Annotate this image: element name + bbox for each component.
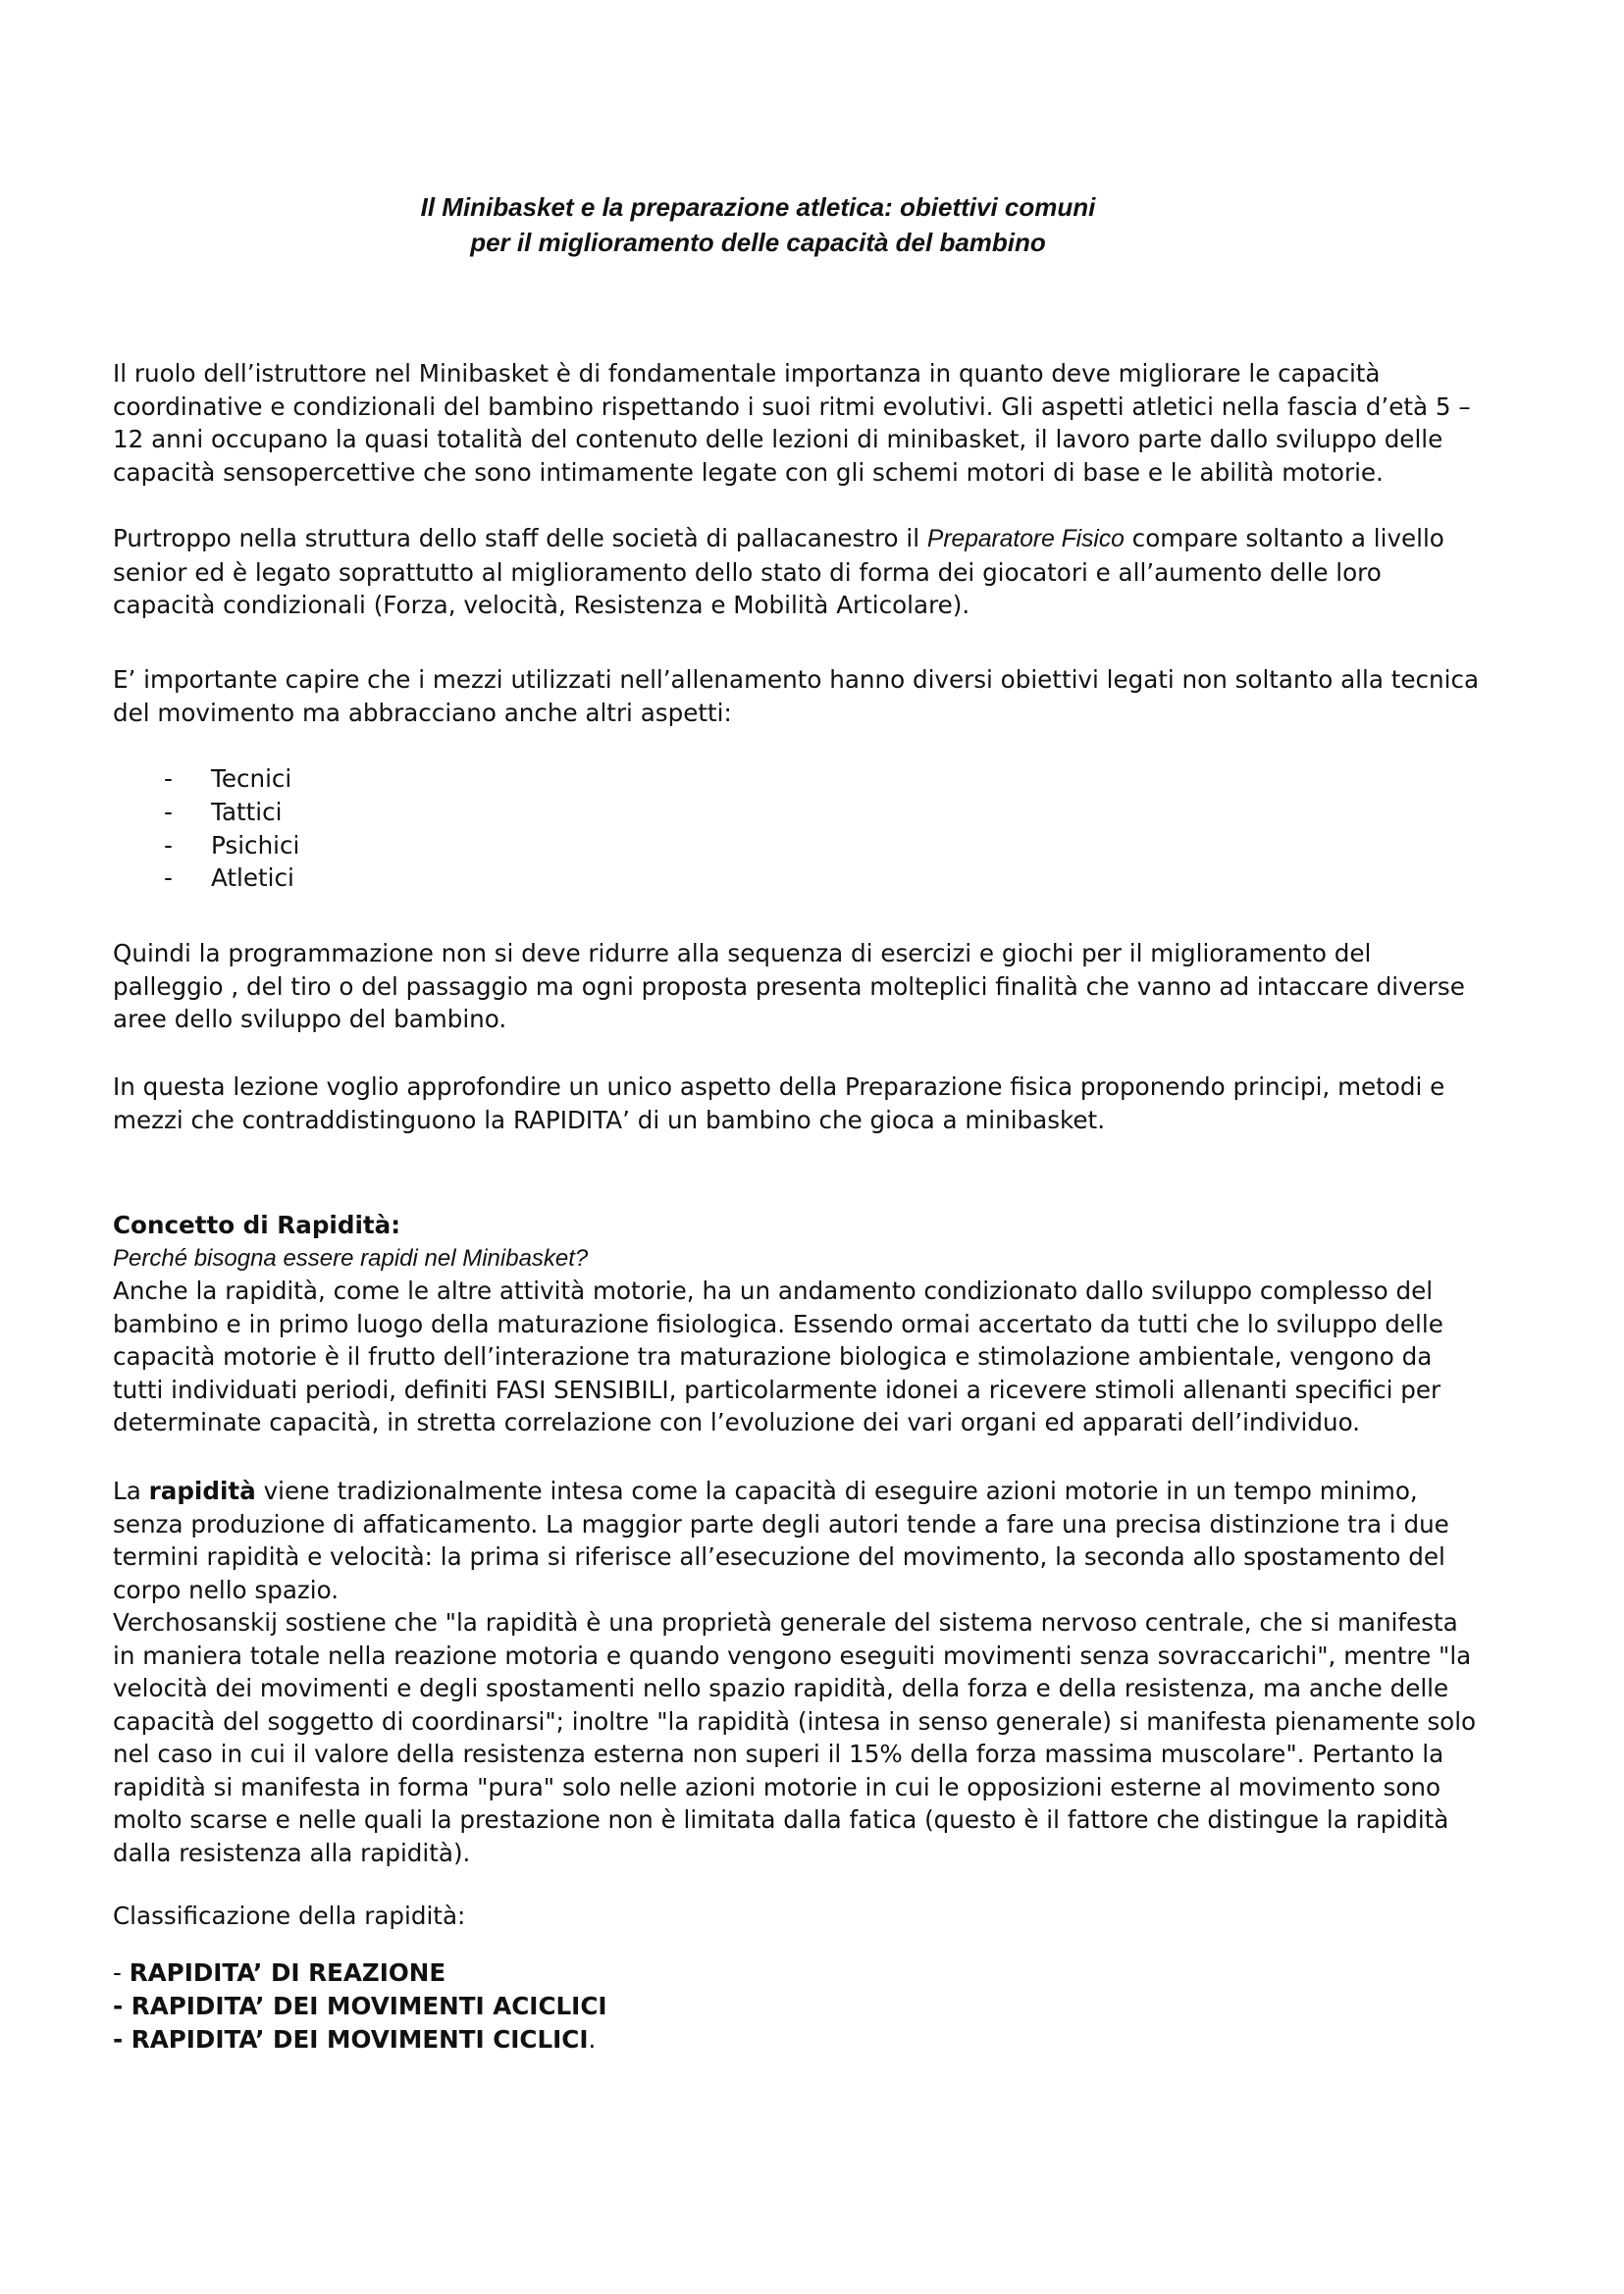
- title-line-1: Il Minibasket e la preparazione atletica: obiettivi comuni: [420, 192, 1096, 222]
- list-dash: -: [164, 797, 173, 826]
- list-dash: -: [164, 863, 173, 893]
- classification-intro: Classificazione della rapidità:: [113, 1902, 466, 1930]
- paragraph-fasi-sensibili: Anche la rapidità, come le altre attività motorie, ha un andamento condizionato dallo sviluppo complesso del bambino e in primo luogo della maturazione fisiologica. Essendo ormai accertato da tutti che lo sviluppo delle capacità motorie è il frutto dell’interazione tra maturazione biologica e stimolazione ambientale, vengono da tutti individuati periodi, definiti FASI SENSIBILI, particolarmente idonei a ricevere stimoli allenanti specifici per determinate capacità, in stretta correlazione con l’evoluzione dei vari organi ed apparati dell’individuo.: [113, 1277, 1443, 1436]
- classification-label: RAPIDITA’ DEI MOVIMENTI ACICLICI: [131, 1992, 607, 2020]
- paragraph-preparatore: [113, 522, 1487, 622]
- classification-suffix: .: [588, 2025, 597, 2054]
- classification-label: RAPIDITA’ DEI MOVIMENTI CICLICI: [131, 2025, 589, 2054]
- list-item-label: Psichici: [211, 830, 300, 860]
- list-item-label: Tecnici: [211, 764, 292, 793]
- list-item-label: Tattici: [211, 797, 283, 826]
- section-heading: Concetto di Rapidità:: [113, 1211, 401, 1239]
- list-item: [113, 762, 299, 796]
- list-dash: -: [164, 764, 173, 793]
- classification-item: [113, 1990, 607, 2023]
- list-item: [113, 861, 299, 895]
- paragraph-definizione-text-a: La: [113, 1477, 149, 1505]
- classification-list: [113, 1956, 607, 2057]
- classification-prefix: -: [113, 1992, 131, 2020]
- list-item-label: Atletici: [211, 863, 294, 893]
- preparatore-fisico-term: Preparatore Fisico: [926, 526, 1125, 552]
- classification-item: [113, 2023, 607, 2057]
- rapidita-term: rapidità: [148, 1477, 256, 1505]
- classification-prefix: -: [113, 1958, 130, 1987]
- paragraph-preparatore-text-a: Purtroppo nella struttura dello staff delle società di pallacanestro il: [113, 524, 927, 552]
- section-subheading: Perché bisogna essere rapidi nel Minibasket?: [113, 1245, 589, 1272]
- classification-item: [113, 1956, 607, 1990]
- title-line-2: per il miglioramento delle capacità del bambino: [470, 228, 1046, 257]
- paragraph-intro: Il ruolo dell’istruttore nel Minibasket è di fondamentale importanza in quanto deve migliorare le capacità coordinative e condizionali del bambino rispettando i suoi ritmi evolutivi. Gli aspetti atletici nella fascia d’età 5 – 12 anni occupano la quasi totalità del contenuto delle lezioni di minibasket, il lavoro parte dallo sviluppo delle capacità sensopercettive che sono intimamente legate con gli schemi motori di base e le abilità motorie.: [113, 359, 1471, 487]
- list-dash: -: [164, 830, 173, 860]
- paragraph-obiettivi: E’ importante capire che i mezzi utilizzati nell’allenamento hanno diversi obiettivi legati non soltanto alla tecnica del movimento ma abbracciano anche altri aspetti:: [113, 665, 1480, 727]
- paragraph-verchosanskij: Verchosanskij sostiene che "la rapidità è una proprietà generale del sistema nervoso centrale, che si manifesta in maniera totale nella reazione motoria e quando vengono eseguiti movimenti senza sovraccarichi", mentre "la velocità dei movimenti e degli spostamenti nello spazio rapidità, della forza e della resistenza, ma anche delle capacità del soggetto di coordinarsi"; inoltre "la rapidità (intesa in senso generale) si manifesta pienamente solo nel caso in cui il valore della resistenza esterna non superi il 15% della forza massima muscolare". Pertanto la rapidità si manifesta in forma "pura" solo nelle azioni motorie in cui le opposizioni esterne al movimento sono molto scarse e nelle quali la prestazione non è limitata dalla fatica (questo è il fattore che distingue la rapidità dalla resistenza alla rapidità).: [113, 1608, 1477, 1867]
- paragraph-programmazione: Quindi la programmazione non si deve ridurre alla sequenza di esercizi e giochi per il miglioramento del palleggio , del tiro o del passaggio ma ogni proposta presenta molteplici finalità che vanno ad intaccare diverse aree dello sviluppo del bambino.: [113, 939, 1465, 1033]
- paragraph-lezione: In questa lezione voglio approfondire un unico aspetto della Preparazione fisica proponendo principi, metodi e mezzi che contraddistinguono la RAPIDITA’ di un bambino che gioca a minibasket.: [113, 1072, 1445, 1134]
- classification-label: RAPIDITA’ DI REAZIONE: [129, 1958, 446, 1987]
- aspects-list: [113, 762, 299, 895]
- document-title: [113, 189, 1487, 260]
- paragraph-preparatore-text-b: compare soltanto a livello senior ed è legato soprattutto al miglioramento dello stato di forma dei giocatori e all’aumento delle loro capacità condizionali (Forza, velocità, Resistenza e Mobilità Articolare).: [113, 524, 1444, 619]
- paragraph-definizione-rapidita: [113, 1475, 1487, 1606]
- classification-prefix: -: [113, 2025, 131, 2054]
- paragraph-definizione-text-b: viene tradizionalmente intesa come la capacità di eseguire azioni motorie in un tempo minimo, senza produzione di affaticamento. La maggior parte degli autori tende a fare una precisa distinzione tra i due termini rapidità e velocità: la prima si riferisce all’esecuzione del movimento, la seconda allo spostamento del corpo nello spazio.: [113, 1477, 1449, 1604]
- list-item: [113, 796, 299, 829]
- list-item: [113, 829, 299, 862]
